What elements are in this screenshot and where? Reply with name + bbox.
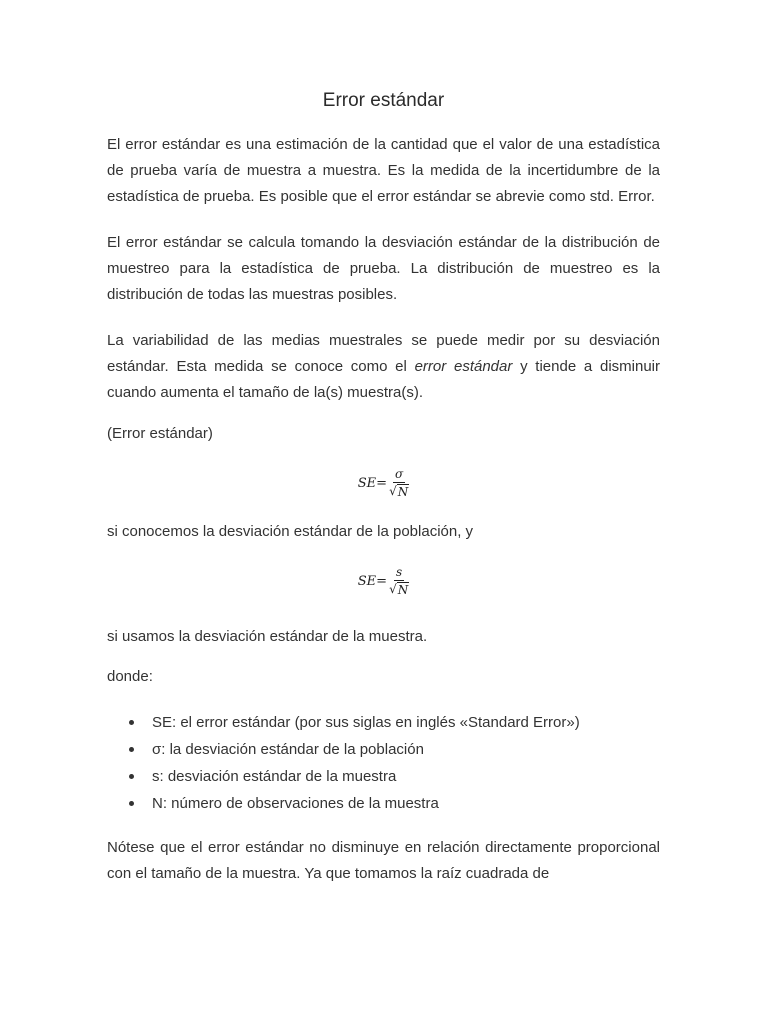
list-item xyxy=(107,736,580,763)
formula-fraction xyxy=(389,565,409,597)
formula-radicand: N xyxy=(397,485,409,499)
formula-lhs: SE= xyxy=(357,573,388,589)
paragraph-error-label: (Error estándar) xyxy=(107,425,213,442)
formula-fraction xyxy=(389,467,409,499)
definition-list xyxy=(107,709,580,817)
bullet-icon xyxy=(129,801,134,806)
bullet-icon xyxy=(129,747,134,752)
formula-numerator: σ xyxy=(395,467,404,481)
list-item-text: N: número de observaciones de la muestra xyxy=(152,795,439,812)
bullet-icon xyxy=(129,720,134,725)
list-item-text: s: desviación estándar de la muestra xyxy=(152,768,397,785)
emphasis-error-estandar: error estándar xyxy=(414,358,513,375)
radical-icon: √ xyxy=(389,484,397,498)
paragraph-note: Nótese que el error estándar no disminuye en relación directamente proporcional con el tamaño de la muestra. Ya que tomamos la raíz cuadrada de xyxy=(107,839,660,882)
list-item-text: σ: la desviación estándar de la población xyxy=(152,741,424,758)
list-item xyxy=(107,763,580,790)
list-item xyxy=(107,790,580,817)
formula-se-sample xyxy=(107,565,660,597)
formula-denominator xyxy=(389,483,409,499)
paragraph-variability xyxy=(107,328,660,406)
paragraph-population-note: si conocemos la desviación estándar de la población, y xyxy=(107,523,474,540)
paragraph-definition: El error estándar es una estimación de la cantidad que el valor de una estadística de prueba varía de muestra a muestra. Es la medida de la incertidumbre de la estadística de prueba. Es posible que el error estándar se abrevie como std. Error. xyxy=(107,136,660,205)
formula-radicand: N xyxy=(397,583,409,597)
page-title: Error estándar xyxy=(322,90,445,111)
formula-se-population xyxy=(107,467,660,499)
paragraph-variability-text-2: y tiende a disminuir cuando aumenta el tamaño de la(s) muestra(s). xyxy=(107,358,660,401)
list-item-text: SE: el error estándar (por sus siglas en inglés «Standard Error») xyxy=(152,714,580,731)
formula-denominator xyxy=(389,581,409,597)
paragraph-sample-note: si usamos la desviación estándar de la muestra. xyxy=(107,628,428,645)
paragraph-variability-text-1: La variabilidad de las medias muestrales se puede medir por su desviación estándar. Esta medida se conoce como el xyxy=(107,332,660,375)
formula-numerator: s xyxy=(396,565,403,579)
formula-lhs: SE= xyxy=(357,475,388,491)
paragraph-calculation: El error estándar se calcula tomando la desviación estándar de la distribución de muestreo para la estadística de prueba. La distribución de muestreo es la distribución de todas las muestras posibles. xyxy=(107,234,660,303)
bullet-icon xyxy=(129,774,134,779)
radical-icon: √ xyxy=(389,582,397,596)
list-item xyxy=(107,709,580,736)
paragraph-where: donde: xyxy=(107,668,153,685)
